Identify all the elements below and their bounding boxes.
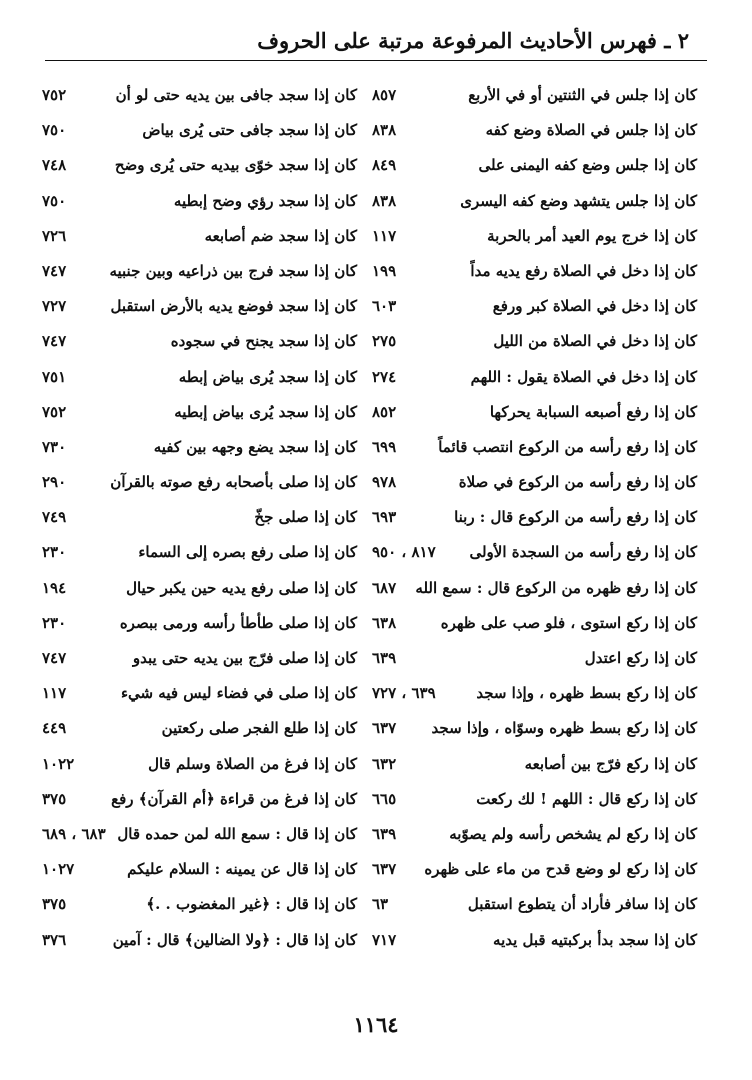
index-entry [372,854,697,889]
index-entry [42,608,357,643]
index-column-left [42,80,357,960]
page-reference: ٦٣٧ [372,719,397,738]
hadith-text: كان إذا ركع لم يشخص رأسه ولم يصوّبه [449,824,697,843]
index-entry [372,502,697,537]
hadith-text: كان إذا سجد فرج بين ذراعيه وبين جنبيه [109,261,357,280]
hadith-text: كان إذا رفع أصبعه السبابة يحركها [489,402,697,421]
hadith-text: كان إذا رفع ظهره من الركوع قال : سمع الله [415,578,697,597]
index-entry [42,256,357,291]
index-entry [372,713,697,748]
page-reference: ٧١٧ [372,930,397,949]
hadith-text: كان إذا صلى رفع يديه حين يكبر حيال [126,578,357,597]
hadith-text: كان إذا صلى رفع بصره إلى السماء [138,543,357,562]
index-entry [42,678,357,713]
index-entry [42,362,357,397]
hadith-text: كان إذا قال : ﴿غير المغضوب . .﴾ [146,895,357,914]
page-reference: ٧٤٨ [42,156,67,175]
page-reference: ٧٥٠ [42,191,67,210]
page-reference: ١٩٩ [372,261,397,280]
index-entry [42,713,357,748]
page-reference: ٦٣٢ [372,754,397,773]
hadith-text: كان إذا سجد خوّى بيديه حتى يُرى وضح [114,156,357,175]
index-entry [42,749,357,784]
index-entry [372,467,697,502]
hadith-text: كان إذا قال : ﴿ولا الضالين﴾ قال : آمين [112,930,357,949]
hadith-text: كان إذا سجد يجنح في سجوده [170,332,357,351]
index-entry [372,115,697,150]
page-reference: ٢٣٠ [42,613,67,632]
page-number: ١١٦٤ [353,1012,399,1037]
hadith-text: كان إذا قال : سمع الله لمن حمده قال [117,824,357,843]
index-entry [42,432,357,467]
index-entry [42,925,357,960]
page-reference: ٦٩٣ [372,508,397,527]
index-entry [42,819,357,854]
index-entry [42,502,357,537]
hadith-text: كان إذا سجد جافى حتى يُرى بياض [142,121,357,140]
hadith-text: كان إذا ركع لو وضع قدح من ماء على ظهره [424,860,697,879]
index-entry [42,467,357,502]
page-reference: ٨١٧ ، ٩٥٠ [372,543,436,562]
hadith-text: كان إذا سجد يُرى بياض إبطه [178,367,357,386]
index-entry [372,608,697,643]
page-reference: ٢٩٠ [42,473,67,492]
hadith-text: كان إذا ركع اعتدل [584,649,697,667]
page-reference: ٤٤٩ [42,719,67,738]
page-reference: ٦٨٧ [372,578,397,597]
hadith-text: كان إذا سجد رؤي وضح إبطيه [173,191,357,210]
hadith-text: كان إذا دخل في الصلاة رفع يديه مداً [470,261,697,280]
index-entry [372,889,697,924]
page-reference: ٣٧٦ [42,930,67,949]
page-reference: ١٠٢٧ [42,860,75,879]
index-entry [372,432,697,467]
page-reference: ٧٢٧ [42,297,67,316]
page-reference: ٧٥٢ [42,402,67,421]
index-entry [42,326,357,361]
hadith-text: كان إذا ركع استوى ، فلو صب على ظهره [440,613,697,632]
hadith-text: كان إذا رفع رأسه من الركوع انتصب قائماً [438,437,697,456]
hadith-text: كان إذا قال عن يمينه : السلام عليكم [127,860,357,879]
page-reference: ٦٠٣ [372,297,397,316]
index-entry [372,221,697,256]
hadith-text: كان إذا جلس في الصلاة وضع كفه [485,121,697,140]
index-entry [372,537,697,572]
index-entry [372,150,697,185]
page-reference: ٦٣٩ [372,824,397,843]
hadith-text: كان إذا سجد فوضع يديه بالأرض استقبل [110,297,357,316]
hadith-text: كان إذا دخل في الصلاة يقول : اللهم [470,367,697,386]
index-entry [372,678,697,713]
page-reference: ٦٣٩ ، ٧٢٧ [372,684,436,703]
index-entry [372,291,697,326]
hadith-text: كان إذا دخل في الصلاة من الليل [493,332,697,351]
index-entry [372,362,697,397]
hadith-text: كان إذا رفع رأسه من الركوع قال : ربنا [454,508,697,527]
page-reference: ٧٤٧ [42,649,67,667]
index-entry [372,397,697,432]
page-reference: ٨٤٩ [372,156,397,175]
hadith-text: كان إذا خرج يوم العيد أمر بالحربة [487,226,697,245]
index-entry [372,326,697,361]
hadith-text: كان إذا سجد يضع وجهه بين كفيه [153,437,357,456]
index-entry [372,784,697,819]
index-entry [42,889,357,924]
index-entry [372,643,697,678]
index-entry [42,537,357,572]
index-entry [42,115,357,150]
page-reference: ٧٤٩ [42,508,67,527]
page-reference: ٧٤٧ [42,332,67,351]
page-reference: ٧٤٧ [42,261,67,280]
hadith-text: كان إذا ركع قال : اللهم ! لك ركعت [476,789,697,808]
hadith-text: كان إذا جلس يتشهد وضع كفه اليسرى [460,191,697,210]
index-entry [372,749,697,784]
index-entry [42,854,357,889]
hadith-text: كان إذا ركع بسط ظهره ، وإذا سجد [476,684,697,703]
page-reference: ٨٣٨ [372,191,397,210]
hadith-text: كان إذا صلى طأطأ رأسه ورمى ببصره [119,613,357,632]
page-reference: ٨٥٧ [372,86,397,104]
page-reference: ٣٧٥ [42,789,67,808]
page-reference: ٩٧٨ [372,473,397,492]
index-entry [372,925,697,960]
hadith-text: كان إذا سافر فأراد أن يتطوع استقبل [467,895,697,914]
index-entry [372,819,697,854]
page-reference: ٢٧٤ [372,367,397,386]
page-reference: ٦٣٩ [372,649,397,667]
hadith-text: كان إذا رفع رأسه من الركوع في صلاة [458,473,697,492]
page-reference: ٢٧٥ [372,332,397,351]
page-reference: ٦٩٩ [372,437,397,456]
hadith-text: كان إذا سجد يُرى بياض إبطيه [174,402,357,421]
hadith-text: كان إذا ركع بسط ظهره وسوّاه ، وإذا سجد [431,719,697,738]
index-column-right [372,80,697,960]
page-reference: ٧٥٠ [42,121,67,140]
index-entry [42,291,357,326]
hadith-text: كان إذا سجد بدأ بركبتيه قبل يديه [493,930,697,949]
hadith-text: كان إذا جلس وضع كفه اليمنى على [478,156,697,175]
hadith-text: كان إذا صلى فرّج بين يديه حتى يبدو [132,649,357,667]
page-title: ٢ ـ فهرس الأحاديث المرفوعة مرتبة على الحروف [257,28,689,53]
index-entry [42,80,357,115]
hadith-text: كان إذا جلس في الثنتين أو في الأربع [468,86,697,104]
index-entry [42,150,357,185]
index-entry [42,221,357,256]
page-reference: ٧٢٦ [42,226,67,245]
index-entry [42,784,357,819]
page-reference: ١٩٤ [42,578,67,597]
hadith-text: كان إذا فرغ من الصلاة وسلم قال [148,754,357,773]
hadith-text: كان إذا صلى بأصحابه رفع صوته بالقرآن [110,473,357,492]
page-reference: ٨٥٢ [372,402,397,421]
page-reference: ٧٥١ [42,367,67,386]
page-reference: ٢٣٠ [42,543,67,562]
page-reference: ٦٣٨ [372,613,397,632]
page-reference: ٦٣ [372,895,389,914]
index-entry [42,397,357,432]
index-entry [372,573,697,608]
page-reference: ٦٦٥ [372,789,397,808]
hadith-text: كان إذا صلى في فضاء ليس فيه شيء [120,684,357,703]
page-reference: ٣٧٥ [42,895,67,914]
page-header [45,24,707,61]
index-entry [372,186,697,221]
index-entry [372,80,697,115]
page-reference: ٨٣٨ [372,121,397,140]
hadith-text: كان إذا دخل في الصلاة كبر ورفع [492,297,697,316]
hadith-text: كان إذا ركع فرّج بين أصابعه [524,754,697,773]
page-reference: ٦٣٧ [372,860,397,879]
page-reference: ١١٧ [372,226,397,245]
index-entry [372,256,697,291]
page-reference: ١٠٢٢ [42,754,75,773]
page-reference: ٧٥٢ [42,86,67,104]
hadith-text: كان إذا سجد جافى بين يديه حتى لو أن [115,86,357,104]
hadith-text: كان إذا رفع رأسه من السجدة الأولى [469,543,697,562]
hadith-text: كان إذا صلى جخّ [254,508,357,527]
index-entry [42,573,357,608]
page-reference: ٧٣٠ [42,437,67,456]
index-entry [42,186,357,221]
page-reference: ١١٧ [42,684,67,703]
index-entry [42,643,357,678]
page-reference: ٦٨٣ ، ٦٨٩ [42,824,106,843]
hadith-text: كان إذا سجد ضم أصابعه [204,226,357,245]
hadith-text: كان إذا فرغ من قراءة ﴿أم القرآن﴾ رفع [111,789,357,808]
hadith-text: كان إذا طلع الفجر صلى ركعتين [161,719,357,738]
